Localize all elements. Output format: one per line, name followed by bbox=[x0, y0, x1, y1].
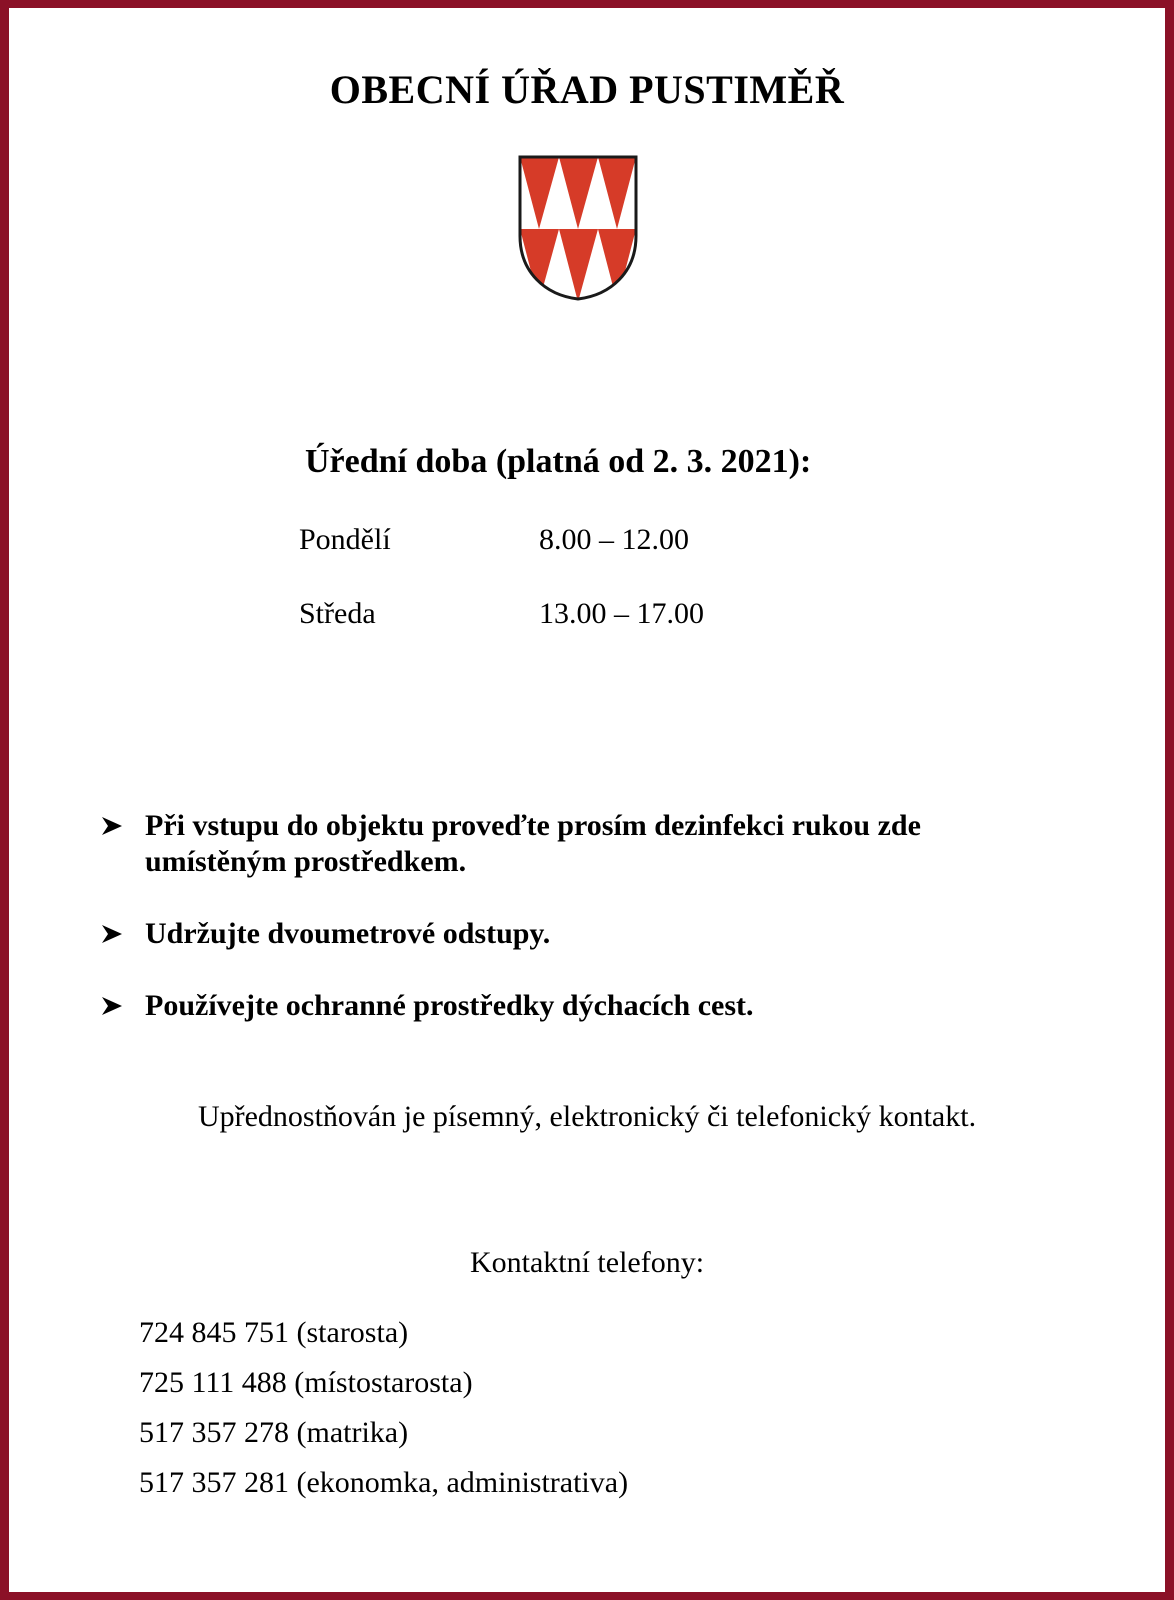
phone-item: 725 111 488 (místostarosta) bbox=[139, 1366, 473, 1399]
office-hours-time: 13.00 – 17.00 bbox=[539, 597, 704, 630]
phone-list bbox=[139, 1308, 628, 1508]
page-title: OBECNÍ ÚŘAD PUSTIMĚŘ bbox=[329, 67, 845, 112]
phone-item: 517 357 281 (ekonomka, administrativa) bbox=[139, 1466, 629, 1499]
office-hours-day: Středa bbox=[299, 597, 376, 630]
arrowhead-bullet-icon bbox=[101, 995, 123, 1017]
contacts-heading: Kontaktní telefony: bbox=[469, 1246, 705, 1279]
notice-list bbox=[97, 808, 997, 1060]
office-hours-heading: Úřední doba (platná od 2. 3. 2021): bbox=[305, 443, 812, 480]
contact-preference-note: Upřednostňován je písemný, elektronický či telefonický kontakt. bbox=[197, 1100, 977, 1133]
notice-item bbox=[97, 988, 997, 1024]
notice-item bbox=[97, 916, 997, 952]
arrowhead-bullet-icon bbox=[101, 923, 123, 945]
notice-text: Udržujte dvoumetrové odstupy. bbox=[145, 917, 551, 950]
notice-text: Při vstupu do objektu proveďte prosím dezinfekci rukou zde umístěným prostředkem. bbox=[145, 809, 921, 878]
arrowhead-bullet-icon bbox=[101, 815, 123, 837]
phone-item: 724 845 751 (starosta) bbox=[139, 1316, 409, 1349]
office-hours-time: 8.00 – 12.00 bbox=[539, 523, 689, 556]
office-hours-day: Pondělí bbox=[299, 523, 391, 556]
notice-item bbox=[97, 808, 997, 880]
phone-item: 517 357 278 (matrika) bbox=[139, 1416, 409, 1449]
municipal-coat-of-arms-icon bbox=[517, 154, 639, 302]
notice-text: Používejte ochranné prostředky dýchacích cest. bbox=[145, 989, 754, 1022]
